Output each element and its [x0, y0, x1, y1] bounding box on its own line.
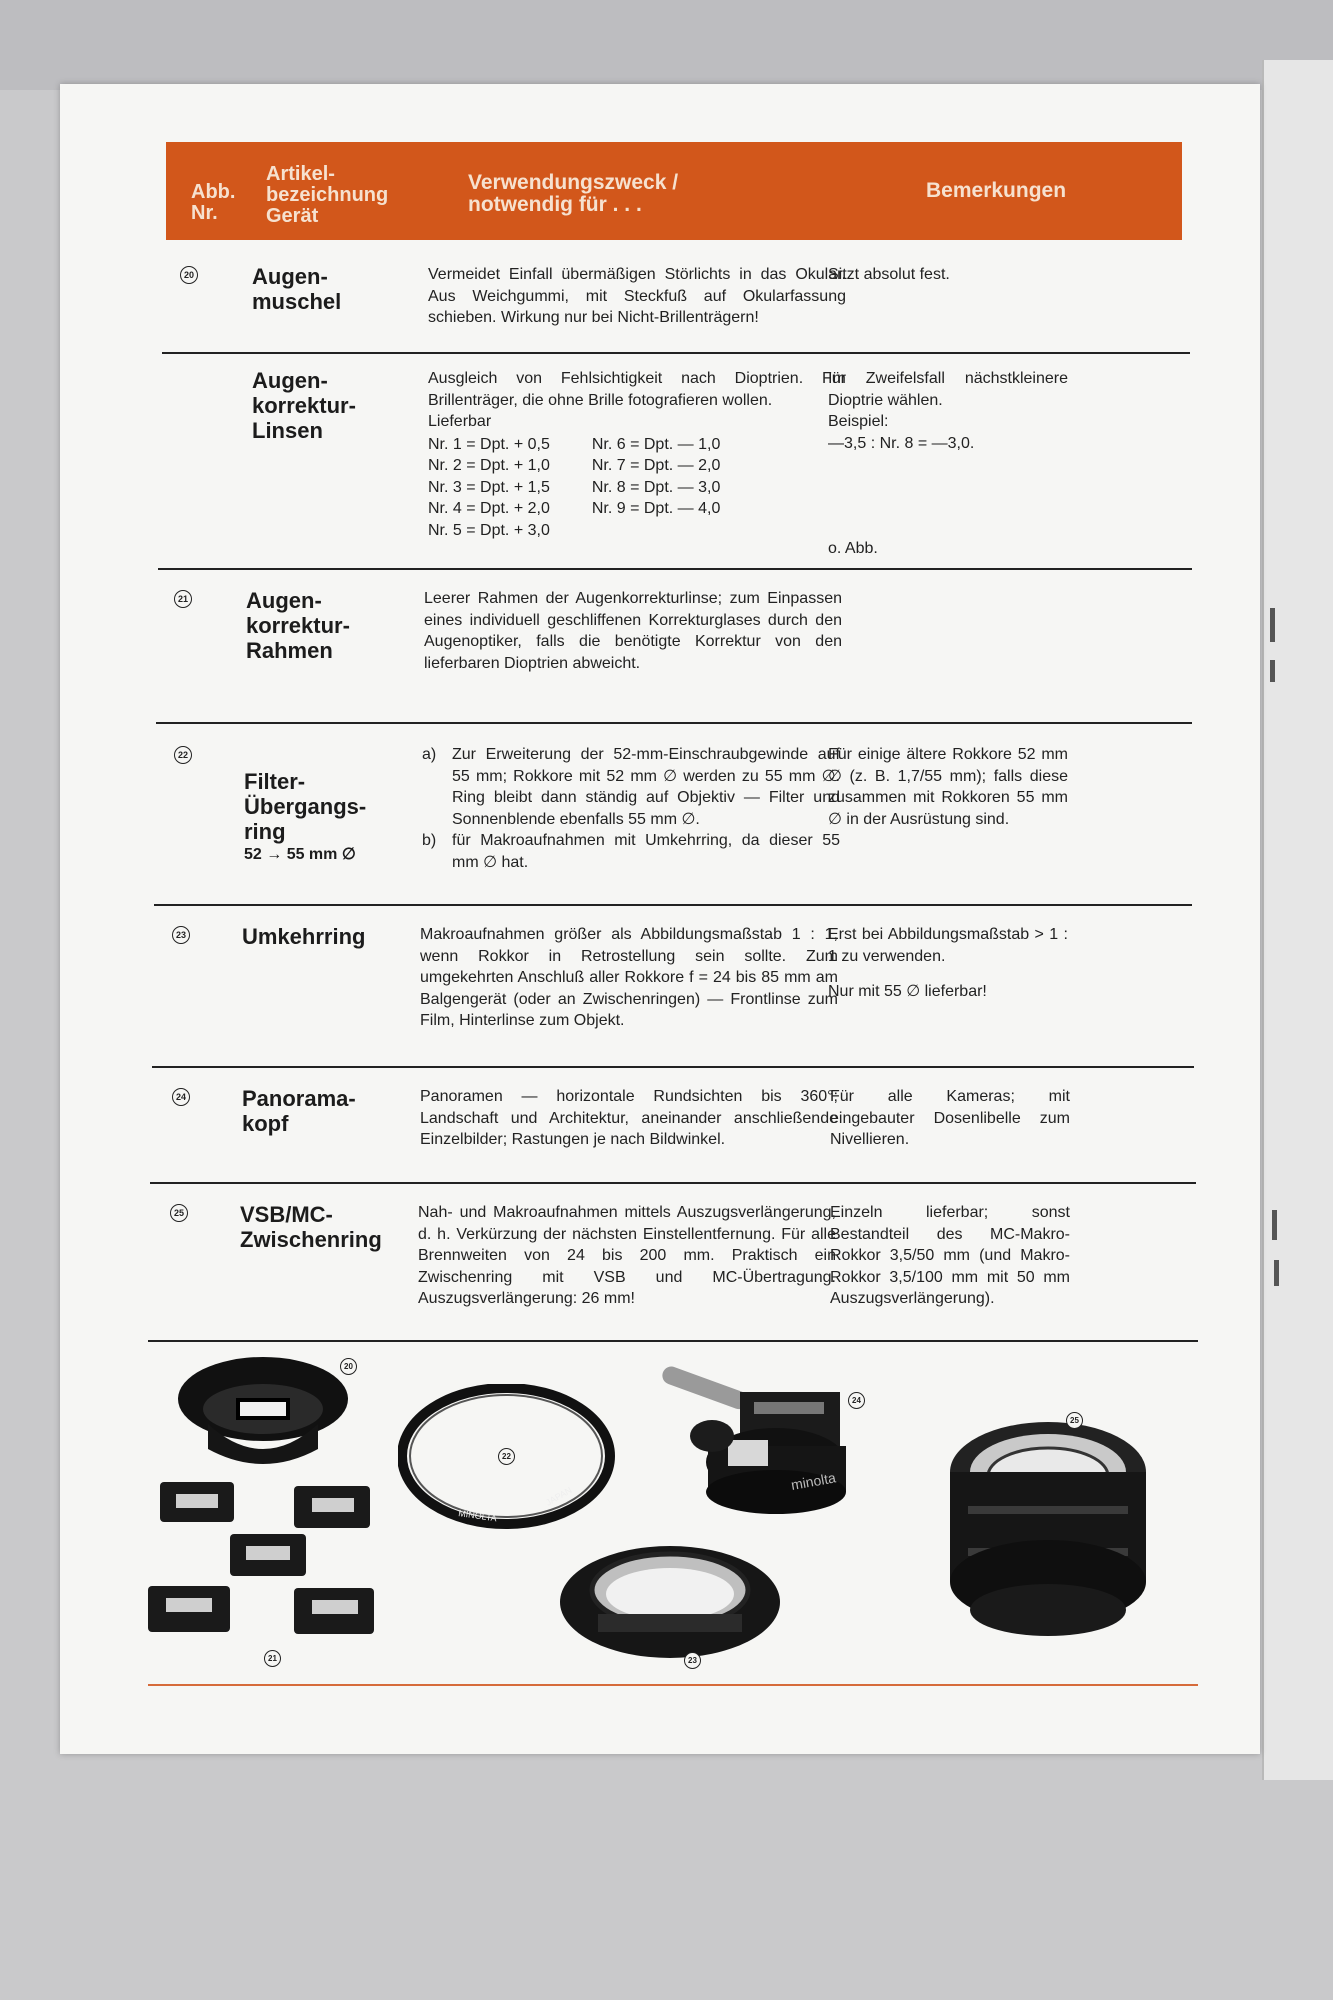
figure-number: 25 — [170, 1204, 188, 1222]
lieferbar-label: Lieferbar — [428, 413, 492, 430]
list-item: Nr. 5 = Dpt. + 3,0 — [428, 521, 550, 539]
remarks-text: Erst bei Abbildungsmaßstab > 1 : 1 zu verwenden. — [828, 926, 1068, 965]
usage-a-label: a) — [422, 746, 437, 763]
remarks-note: Nur mit 55 ∅ lieferbar! — [828, 983, 987, 1000]
table-row-filter-uebergangsring — [160, 732, 1190, 882]
article-name: Umkehrring — [242, 924, 366, 949]
table-row-augenmuschel — [160, 252, 1190, 352]
article-remarks: Für alle Kameras; mit eingebauter Dosenlibelle zum Nivellieren. — [830, 1088, 1070, 1148]
figure-label-25: 25 — [1066, 1412, 1083, 1429]
article-description — [428, 368, 846, 541]
panorama-head-photo — [646, 1344, 866, 1524]
description-text: Ausgleich von Fehlsichtigkeit nach Dioptrien. Für Brillenträger, die ohne Brille fotografieren wollen. — [428, 370, 846, 409]
article-description: Makroaufnahmen größer als Abbildungsmaßstab 1 : 1, wenn Rokkor in Retrostellung sein sollte. Zum umgekehrten Anschluß aller Rokkore f = 24 bis 85 mm am Balgengerät (oder an Zwischenringen) — Frontlinse zum Film, Hinterlinse zum Objekt. — [420, 926, 838, 1029]
backdrop — [0, 0, 1333, 90]
article-remarks: Sitzt absolut fest. — [828, 266, 950, 283]
usage-b-label: b) — [422, 832, 437, 849]
figure-label-23: 23 — [684, 1652, 701, 1669]
correction-frames-photo — [148, 1474, 408, 1664]
footer-rule — [148, 1684, 1198, 1686]
row-divider — [154, 904, 1192, 906]
list-item: Nr. 7 = Dpt. — 2,0 — [591, 457, 721, 474]
article-remarks: Für einige ältere Rokkore 52 mm ∅ (z. B. 1,7/55 mm); falls diese zusammen mit Rokkoren 55 mm ∅ in der Ausrüstung sind. — [828, 746, 1068, 828]
usage-b-text: für Makroaufnahmen mit Umkehrring, da dieser 55 mm ∅ hat. — [452, 832, 840, 871]
list-item: Nr. 6 = Dpt. — 1,0 — [591, 435, 721, 453]
row-divider — [148, 1340, 1198, 1342]
article-remarks — [828, 368, 1068, 560]
table-header — [166, 142, 1182, 240]
extension-ring-photo — [948, 1420, 1148, 1650]
manual-page — [60, 84, 1260, 1754]
dioptrie-list — [428, 434, 846, 542]
eyecup-photo — [178, 1354, 358, 1474]
spacer — [828, 967, 1068, 981]
remarks-example: —3,5 : Nr. 8 = —3,0. — [828, 434, 975, 452]
list-item: Nr. 9 = Dpt. — 4,0 — [591, 500, 721, 517]
article-remarks: Einzeln lieferbar; sonst Bestandteil des MC-Makro-Rokkor 3,5/50 mm (und Makro-Rokkor 3,5/100 mm mit 50 mm Auszugsverlängerung). — [830, 1204, 1070, 1307]
remarks-example-label: Beispiel: — [828, 413, 889, 430]
usage-a-text: Zur Erweiterung der 52-mm-Einschraubgewinde auf 55 mm; Rokkore mit 52 mm ∅ werden zu 55 mm ∅. Ring bleibt dann ständig auf Objektiv — Filter und Sonnenblende ebenfalls 55 mm ∅. — [452, 746, 840, 828]
figure-number: 22 — [174, 746, 192, 764]
header-abb: Abb. Nr. — [191, 181, 236, 224]
dioptrie-col-left — [428, 434, 550, 542]
dioptrie-col-right — [592, 434, 721, 542]
panorama-engraving: minolta — [789, 1469, 837, 1493]
header-bemerkungen: Bemerkungen — [926, 179, 1067, 202]
list-item: Nr. 2 = Dpt. + 1,0 — [428, 457, 550, 474]
row-divider — [150, 1182, 1196, 1184]
article-name: Augen- korrektur- Rahmen — [246, 588, 350, 663]
article-name: VSB/MC- Zwischenring — [240, 1202, 382, 1252]
reverse-ring-photo — [558, 1524, 788, 1664]
list-item: Nr. 3 = Dpt. + 1,5 — [428, 478, 550, 496]
figure-number: 24 — [172, 1088, 190, 1106]
adjacent-page-edge — [1262, 60, 1333, 1780]
row-divider — [158, 568, 1192, 570]
article-size: 52 → 55 mm ∅ — [244, 846, 356, 863]
header-verwendung: Verwendungszweck / notwendig für . . . — [468, 171, 679, 217]
table-row-korrektur-linsen — [160, 362, 1190, 562]
table-row-umkehrring — [160, 912, 1190, 1052]
article-name: Augen- muschel — [252, 264, 342, 314]
row-divider — [162, 352, 1190, 354]
product-photos — [148, 1344, 1198, 1684]
article-description — [422, 744, 840, 873]
figure-number: 21 — [174, 590, 192, 608]
table-row-korrektur-rahmen — [160, 576, 1190, 706]
article-name: Panorama- kopf — [242, 1086, 356, 1136]
header-artikel: Artikel- bezeichnung Gerät — [266, 163, 389, 227]
article-name — [244, 744, 424, 891]
list-item: Nr. 8 = Dpt. — 3,0 — [591, 478, 721, 496]
row-divider — [152, 1066, 1194, 1068]
article-name-text: Filter- Übergangs- ring — [244, 769, 367, 844]
figure-number: 20 — [180, 266, 198, 284]
figure-label-22: 22 — [498, 1448, 515, 1465]
figure-label-20: 20 — [340, 1358, 357, 1375]
ring-engraving-2: JAPAN — [544, 1484, 574, 1508]
article-description: Leerer Rahmen der Augenkorrekturlinse; zum Einpassen eines individuell geschliffenen Korrekturglases durch den Augenoptiker, falls die benötigte Korrektur von den lieferbaren Dioptrien abweicht. — [424, 590, 842, 672]
remarks-no-figure: o. Abb. — [828, 540, 878, 557]
figure-label-21: 21 — [264, 1650, 281, 1667]
remarks-text: Im Zweifelsfall nächstkleinere Dioptrie wählen. — [828, 370, 1068, 409]
figure-label-24: 24 — [848, 1392, 865, 1409]
usage-a — [422, 744, 840, 830]
article-description: Nah- und Makroaufnahmen mittels Auszugsverlängerung, d. h. Verkürzung der nächsten Einstellentfernung. Für alle Brennweiten von 24 bis 200 mm. Praktisch ein Zwischenring mit VSB und MC-Übertragung. Auszugsverlängerung: 26 mm! — [418, 1204, 836, 1307]
table-row-panoramakopf — [160, 1074, 1190, 1184]
ring-engraving-1: MINOLTA — [457, 1508, 498, 1524]
list-item: Nr. 1 = Dpt. + 0,5 — [428, 435, 550, 453]
figure-number: 23 — [172, 926, 190, 944]
usage-b — [422, 830, 840, 873]
table-row-vsb-mc-zwischenring — [160, 1190, 1190, 1330]
article-description: Panoramen — horizontale Rundsichten bis 360°; Landschaft und Architektur, aneinander anschließende Einzelbilder; Rastungen je nach Bildwinkel. — [420, 1088, 838, 1148]
row-divider — [156, 722, 1192, 724]
article-description: Vermeidet Einfall übermäßigen Störlichts in das Okular. Aus Weichgummi, mit Steckfuß auf Okularfassung schieben. Wirkung nur bei Nicht-Brillenträgern! — [428, 266, 846, 326]
article-remarks — [828, 924, 1068, 1003]
article-name: Augen- korrektur- Linsen — [252, 368, 356, 443]
list-item: Nr. 4 = Dpt. + 2,0 — [428, 500, 550, 517]
